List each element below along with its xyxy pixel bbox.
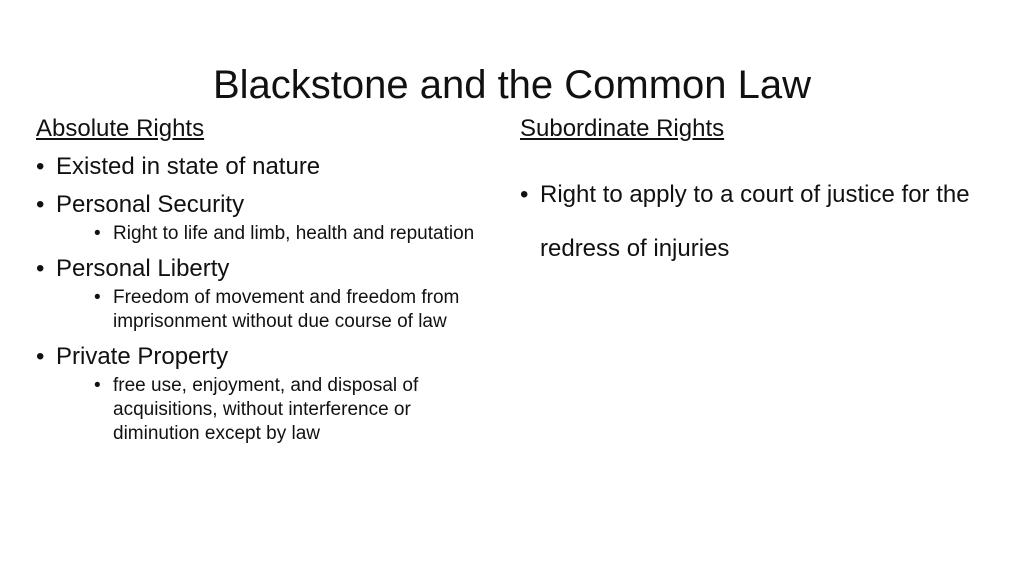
list-item: [36, 342, 496, 446]
sub-list: [56, 286, 496, 334]
subordinate-rights-list: [520, 168, 990, 276]
sub-list-item: • free use, enjoyment, and disposal of acquisitions, without interference or diminution except by law: [94, 374, 496, 446]
sub-list: [56, 222, 496, 246]
bullet-text: Private Property: [56, 343, 229, 370]
subordinate-rights-column: [520, 114, 990, 276]
absolute-rights-heading: Absolute Rights: [36, 115, 205, 142]
absolute-rights-column: [36, 114, 496, 446]
slide-title: Blackstone and the Common Law: [212, 63, 812, 107]
sub-list: [56, 374, 496, 446]
list-item: • Right to apply to a court of justice for the redress of injuries: [520, 168, 990, 276]
absolute-rights-list: [36, 152, 496, 446]
sub-list-item: • Right to life and limb, health and reputation: [94, 222, 496, 246]
list-item: [36, 152, 496, 182]
sub-list-item: • Freedom of movement and freedom from imprisonment without due course of law: [94, 286, 496, 334]
list-item: [36, 190, 496, 246]
bullet-text: Personal Liberty: [56, 255, 230, 282]
list-item: [36, 254, 496, 334]
subordinate-rights-heading: Subordinate Rights: [520, 115, 725, 142]
bullet-text: Personal Security: [56, 191, 245, 218]
bullet-text: Existed in state of nature: [56, 153, 321, 180]
